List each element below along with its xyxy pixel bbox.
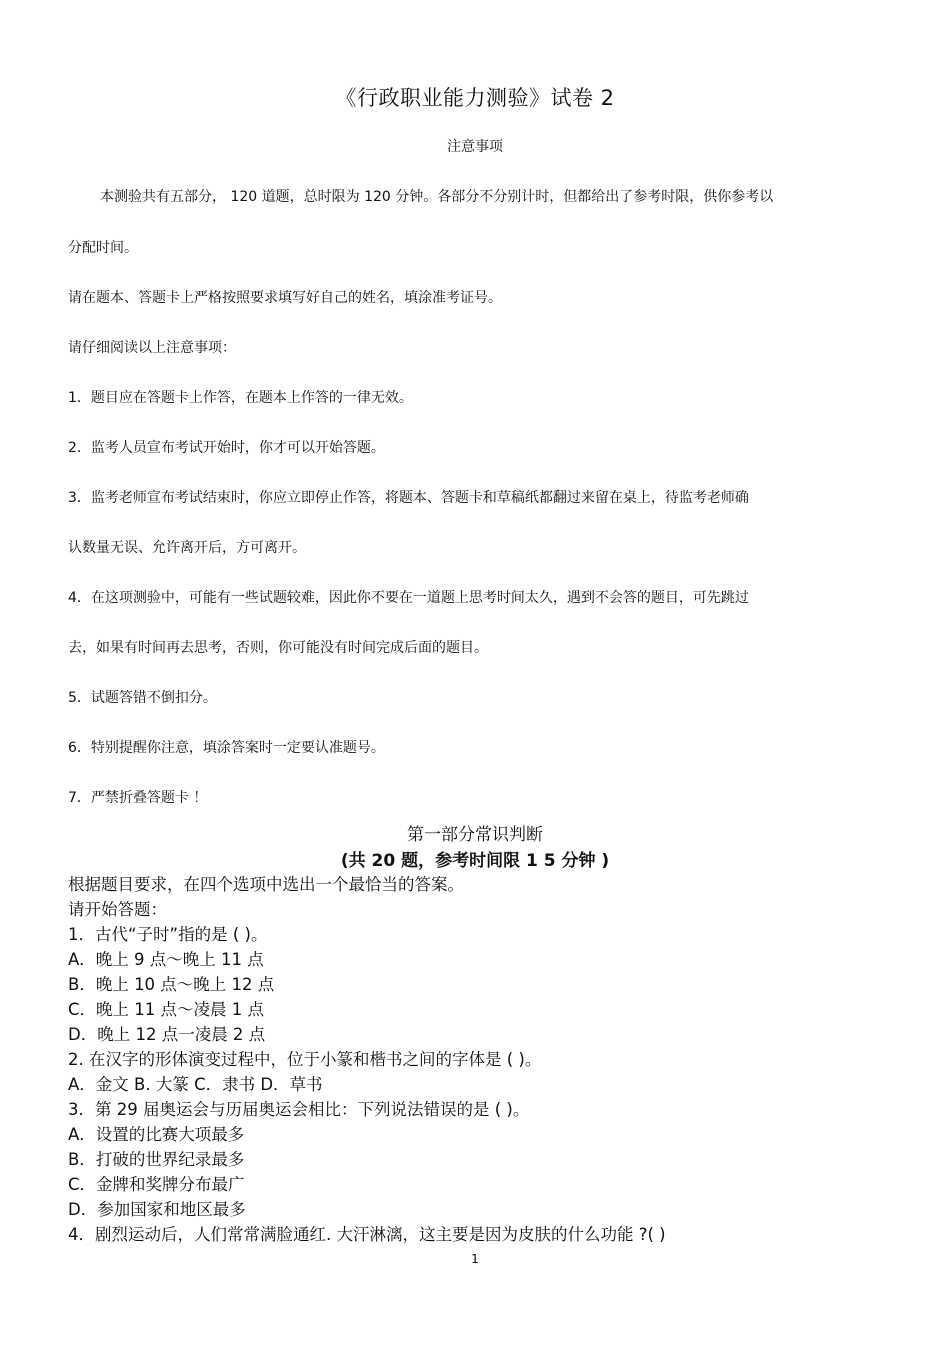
notice-heading: 注意事项 xyxy=(447,139,503,155)
rule-item: 2．监考人员宣布考试开始时，你才可以开始答题。 xyxy=(68,440,385,456)
question-line: 4．剧烈运动后，人们常常满脸通红. 大汗淋漓，这主要是因为皮肤的什么功能 ?( ) xyxy=(68,1225,666,1244)
rule-item: 6．特别提醒你注意，填涂答案时一定要认准题号。 xyxy=(68,740,385,756)
intro-line: 请在题本、答题卡上严格按照要求填写好自己的姓名，填涂准考证号。 xyxy=(68,290,502,306)
option-line: A．设置的比赛大项最多 xyxy=(68,1125,245,1144)
exam-title: 《行政职业能力测验》试卷 2 xyxy=(335,86,615,110)
rule-item: 去，如果有时间再去思考，否则，你可能没有时间完成后面的题目。 xyxy=(68,640,488,656)
option-line: A．晚上 9 点～晚上 11 点 xyxy=(68,950,264,969)
rule-item: 5．试题答错不倒扣分。 xyxy=(68,690,217,706)
option-line: D．参加国家和地区最多 xyxy=(68,1200,246,1219)
section-subtitle: (共 20 题，参考时间限 1 5 分钟 ) xyxy=(340,851,610,871)
option-line: B．打破的世界纪录最多 xyxy=(68,1150,245,1169)
option-line: C．金牌和奖牌分布最广 xyxy=(68,1175,245,1194)
rule-item: 7．严禁折叠答题卡 ！ xyxy=(68,790,208,806)
option-line: A．金文 B. 大篆 C．隶书 D．草书 xyxy=(68,1075,323,1094)
option-line: C．晚上 11 点～凌晨 1 点 xyxy=(68,1000,264,1019)
section-title: 第一部分常识判断 xyxy=(407,825,543,845)
intro-line: 请仔细阅读以上注意事项： xyxy=(68,340,236,356)
question-line: 3．第 29 届奥运会与历届奥运会相比：下列说法错误的是 ( )。 xyxy=(68,1100,530,1119)
intro-line: 分配时间。 xyxy=(68,240,138,256)
page-number: 1 xyxy=(471,1252,479,1266)
rule-item: 认数量无误、允许离开后，方可离开。 xyxy=(68,540,306,556)
rule-item: 4．在这项测验中，可能有一些试题较难，因此你不要在一道题上思考时间太久，遇到不会答的题目，可先跳过 xyxy=(68,590,749,606)
start-text: 请开始答题： xyxy=(68,900,167,919)
question-line: 2. 在汉字的形体演变过程中，位于小篆和楷书之间的字体是 ( )。 xyxy=(68,1050,542,1069)
rule-item: 1．题目应在答题卡上作答，在题本上作答的一律无效。 xyxy=(68,390,413,406)
intro-line: 本测验共有五部分， 120 道题，总时限为 120 分钟。各部分不分别计时，但都给出了参考时限，供你参考以 xyxy=(100,189,774,205)
rule-item: 3．监考老师宣布考试结束时，你应立即停止作答，将题本、答题卡和草稿纸都翻过来留在桌上，待监考老师确 xyxy=(68,490,749,506)
question-line: 1．古代“子时”指的是 ( )。 xyxy=(68,925,268,944)
option-line: D．晚上 12 点一凌晨 2 点 xyxy=(68,1025,266,1044)
instruction-text: 根据题目要求，在四个选项中选出一个最恰当的答案。 xyxy=(68,875,464,894)
option-line: B．晚上 10 点～晚上 12 点 xyxy=(68,975,275,994)
